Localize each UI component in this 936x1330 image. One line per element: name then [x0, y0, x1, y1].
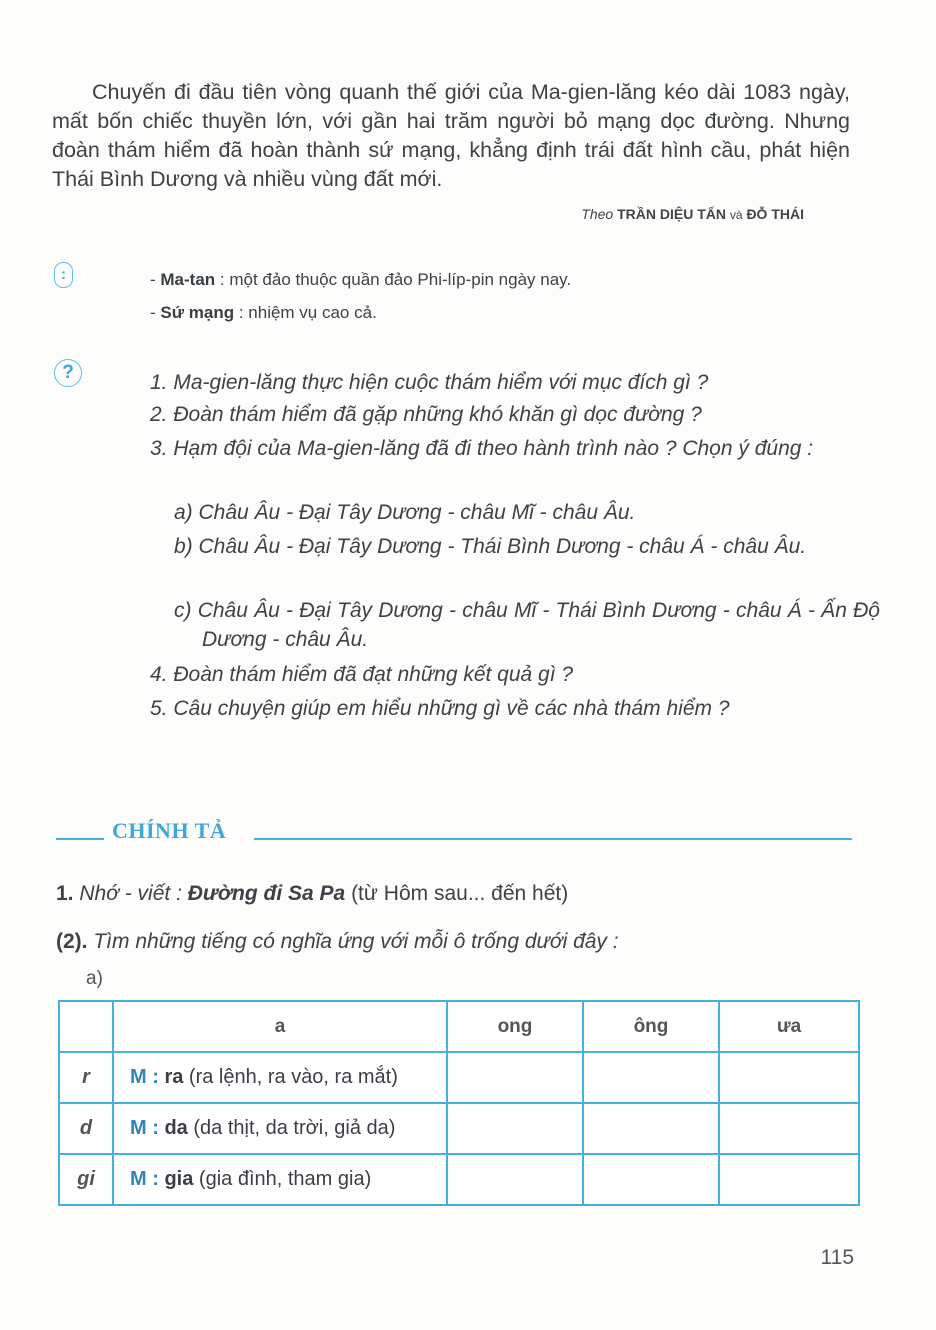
task-1 — [56, 882, 568, 906]
row-letter: r — [59, 1052, 113, 1103]
page-number: 115 — [820, 1246, 854, 1269]
blank-cell[interactable] — [447, 1103, 583, 1154]
question-3-option-c: c) Châu Âu - Đại Tây Dương - châu Mĩ - Thái Bình Dương - châu Á - Ấn Độ Dương - châu Âu. — [174, 599, 880, 651]
gloss-def: : nhiệm vụ cao cả. — [234, 303, 377, 322]
source-credit — [581, 206, 804, 222]
blank-cell[interactable] — [719, 1052, 859, 1103]
section-heading: CHÍNH TẢ — [112, 818, 227, 843]
model-marker: M : — [130, 1066, 159, 1088]
source-prefix: Theo — [581, 206, 614, 222]
question-2: 2. Đoàn thám hiểm đã gặp những khó khăn gì dọc đường ? — [150, 403, 702, 426]
model-word: da — [164, 1117, 188, 1139]
blank-cell[interactable] — [447, 1154, 583, 1205]
gloss-term: Ma-tan — [160, 270, 216, 289]
table-row — [59, 1052, 859, 1103]
gloss-term: Sứ mạng — [160, 303, 235, 322]
header-cell: ông — [583, 1001, 719, 1052]
gloss-item-2: - Sứ mạng : nhiệm vụ cao cả. — [150, 303, 377, 322]
example-cell — [113, 1052, 447, 1103]
table-header-row — [59, 1001, 859, 1052]
task-2 — [56, 930, 619, 954]
gloss-def: : một đảo thuộc quần đảo Phi-líp-pin ngày nay. — [215, 270, 572, 289]
passage-text: Chuyến đi đầu tiên vòng quanh thế giới của Ma-gien-lăng kéo dài 1083 ngày, mất bốn chiếc thuyền lớn, với gần hai trăm người bỏ mạng dọc đường. Nhưng đoàn thám hiểm đã hoàn thành sứ mạng, khẳng định trái đất hình cầu, phát hiện Thái Bình Dương và nhiều vùng đất mới. — [52, 80, 850, 191]
model-word: ra — [164, 1066, 184, 1088]
model-word: gia — [164, 1168, 194, 1190]
task-1-label: Nhớ - viết : — [79, 882, 182, 905]
blank-cell[interactable] — [447, 1052, 583, 1103]
question-3-option-a: a) Châu Âu - Đại Tây Dương - châu Mĩ - châu Âu. — [174, 501, 636, 524]
task-1-title: Đường đi Sa Pa — [187, 882, 346, 905]
question-3-option-b: b) Châu Âu - Đại Tây Dương - Thái Bình Dương - châu Á - châu Âu. — [174, 535, 807, 558]
model-marker: M : — [130, 1117, 159, 1139]
blank-cell[interactable] — [719, 1154, 859, 1205]
heading-rule-right — [254, 838, 852, 840]
source-author2: ĐỖ THÁI — [746, 206, 804, 222]
blank-cell[interactable] — [719, 1103, 859, 1154]
question-1: 1. Ma-gien-lăng thực hiện cuộc thám hiểm với mục đích gì ? — [150, 371, 709, 394]
table-row — [59, 1154, 859, 1205]
row-letter: d — [59, 1103, 113, 1154]
source-author: TRẦN DIỆU TẤN — [617, 206, 726, 222]
blank-cell[interactable] — [583, 1103, 719, 1154]
example-cell — [113, 1154, 447, 1205]
task-2-number: (2). — [56, 930, 88, 953]
part-a-label: a) — [86, 968, 103, 989]
task-2-text: Tìm những tiếng có nghĩa ứng với mỗi ô trống dưới đây : — [93, 930, 619, 953]
blank-cell[interactable] — [583, 1052, 719, 1103]
header-cell: ong — [447, 1001, 583, 1052]
header-cell: ưa — [719, 1001, 859, 1052]
task-1-range: (từ Hôm sau... đến hết) — [351, 882, 569, 905]
model-example: (gia đình, tham gia) — [198, 1168, 372, 1190]
question-3: 3. Hạm đội của Ma-gien-lăng đã đi theo hành trình nào ? Chọn ý đúng : — [150, 437, 814, 460]
model-example: (da thịt, da trời, giả da) — [193, 1117, 396, 1139]
table-row — [59, 1103, 859, 1154]
question-4: 4. Đoàn thám hiểm đã đạt những kết quả gì ? — [150, 663, 574, 686]
model-marker: M : — [130, 1168, 159, 1190]
question-5: 5. Câu chuyện giúp em hiểu những gì về các nhà thám hiểm ? — [150, 697, 730, 720]
question-icon: ? — [54, 359, 82, 387]
example-cell — [113, 1103, 447, 1154]
rhyme-table — [58, 1000, 860, 1206]
row-letter: gi — [59, 1154, 113, 1205]
heading-rule-left — [56, 838, 104, 840]
header-cell — [59, 1001, 113, 1052]
info-icon: : — [54, 262, 73, 288]
header-cell: a — [113, 1001, 447, 1052]
source-conj: và — [729, 208, 743, 222]
blank-cell[interactable] — [583, 1154, 719, 1205]
gloss-item-1: - Ma-tan : một đảo thuộc quần đảo Phi-líp-pin ngày nay. — [150, 270, 572, 289]
model-example: (ra lệnh, ra vào, ra mắt) — [188, 1066, 398, 1088]
task-1-number: 1. — [56, 882, 74, 905]
